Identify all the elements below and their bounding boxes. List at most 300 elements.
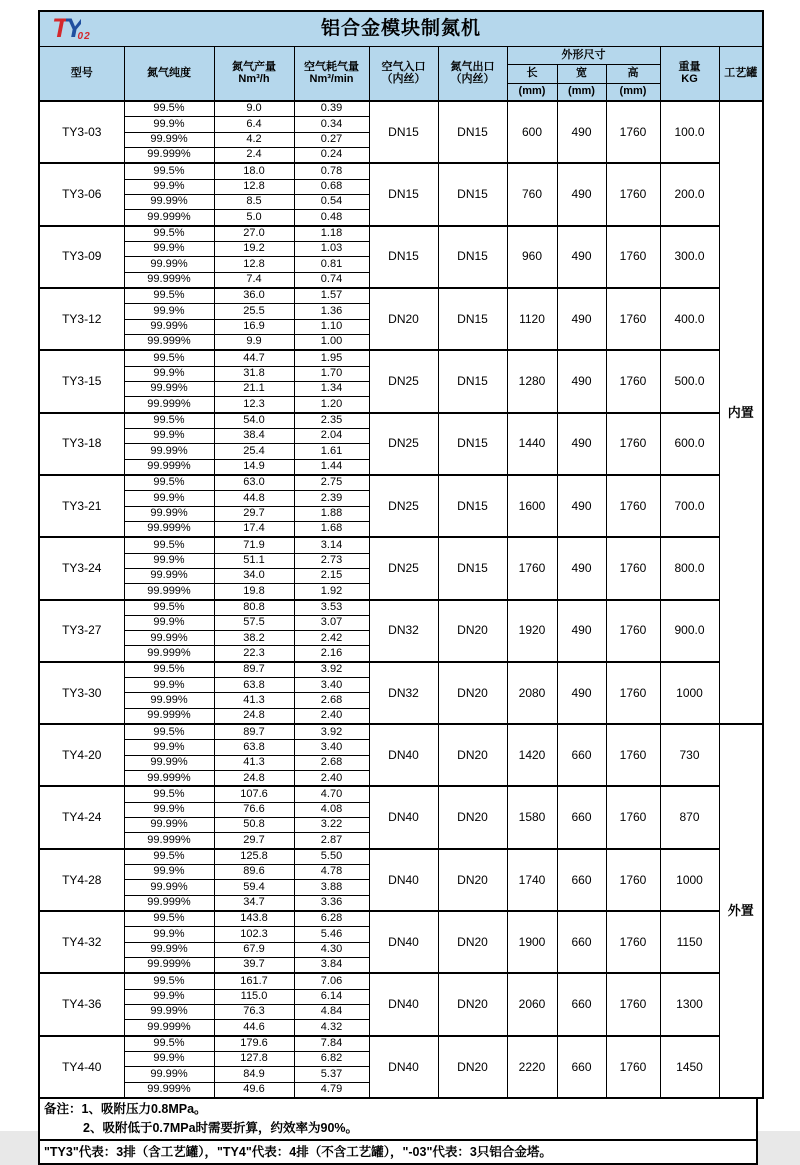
height-cell: 1760 xyxy=(606,849,660,911)
col-header-length: 长 xyxy=(507,65,557,84)
air-consumption-cell: 4.84 xyxy=(294,1005,369,1020)
width-cell: 490 xyxy=(557,350,606,412)
purity-cell: 99.9% xyxy=(124,241,214,256)
height-cell: 1760 xyxy=(606,350,660,412)
logo-ty-mark: TY xyxy=(52,13,81,43)
height-cell: 1760 xyxy=(606,600,660,662)
model-cell: TY4-32 xyxy=(39,911,124,973)
output-cell: 6.4 xyxy=(214,117,294,132)
purity-cell: 99.99% xyxy=(124,568,214,583)
model-cell: TY3-27 xyxy=(39,600,124,662)
width-cell: 660 xyxy=(557,724,606,786)
output-cell: 9.0 xyxy=(214,101,294,117)
height-cell: 1760 xyxy=(606,537,660,599)
length-cell: 1280 xyxy=(507,350,557,412)
data-row xyxy=(39,537,763,553)
model-cell: TY3-24 xyxy=(39,537,124,599)
air-consumption-cell: 4.79 xyxy=(294,1082,369,1098)
air-consumption-cell: 4.32 xyxy=(294,1020,369,1036)
output-cell: 59.4 xyxy=(214,880,294,895)
n2-outlet-cell: DN15 xyxy=(438,163,507,225)
output-cell: 44.6 xyxy=(214,1020,294,1036)
output-cell: 89.7 xyxy=(214,662,294,678)
model-cell: TY3-09 xyxy=(39,226,124,288)
purity-cell: 99.9% xyxy=(124,366,214,381)
output-cell: 18.0 xyxy=(214,163,294,179)
air-consumption-cell: 2.75 xyxy=(294,475,369,491)
spec-table-body xyxy=(39,101,763,1098)
n2-outlet-cell: DN15 xyxy=(438,413,507,475)
weight-cell: 500.0 xyxy=(660,350,719,412)
output-cell: 71.9 xyxy=(214,537,294,553)
purity-cell: 99.999% xyxy=(124,147,214,163)
data-row xyxy=(39,288,763,304)
height-cell: 1760 xyxy=(606,288,660,350)
air-inlet-cell: DN40 xyxy=(369,911,438,973)
col-header-model: 型号 xyxy=(39,47,124,102)
n2-outlet-cell: DN20 xyxy=(438,849,507,911)
output-cell: 29.7 xyxy=(214,833,294,849)
output-cell: 89.7 xyxy=(214,724,294,740)
remarks-box xyxy=(38,1097,758,1141)
purity-cell: 99.99% xyxy=(124,693,214,708)
air-consumption-cell: 3.84 xyxy=(294,958,369,974)
col-header-weight xyxy=(660,47,719,102)
model-cell: TY4-20 xyxy=(39,724,124,786)
col-header-height: 高 xyxy=(606,65,660,84)
purity-cell: 99.9% xyxy=(124,740,214,755)
col-header-air-inlet xyxy=(369,47,438,102)
output-cell: 36.0 xyxy=(214,288,294,304)
length-cell: 2220 xyxy=(507,1036,557,1098)
air-consumption-cell: 1.61 xyxy=(294,444,369,459)
output-cell: 49.6 xyxy=(214,1082,294,1098)
purity-cell: 99.5% xyxy=(124,786,214,802)
output-cell: 80.8 xyxy=(214,600,294,616)
air-consumption-cell: 2.40 xyxy=(294,708,369,724)
air-consumption-cell: 4.78 xyxy=(294,865,369,880)
length-cell: 2060 xyxy=(507,973,557,1035)
output-cell: 25.5 xyxy=(214,304,294,319)
air-consumption-cell: 3.14 xyxy=(294,537,369,553)
output-cell: 24.8 xyxy=(214,771,294,787)
weight-cell: 700.0 xyxy=(660,475,719,537)
air-consumption-cell: 1.95 xyxy=(294,350,369,366)
model-cell: TY3-18 xyxy=(39,413,124,475)
output-cell: 38.4 xyxy=(214,428,294,443)
n2-outlet-cell: DN20 xyxy=(438,911,507,973)
spec-table xyxy=(38,10,764,1099)
air-consumption-cell: 0.68 xyxy=(294,179,369,194)
weight-cell: 900.0 xyxy=(660,600,719,662)
purity-cell: 99.5% xyxy=(124,537,214,553)
model-cell: TY3-06 xyxy=(39,163,124,225)
output-cell: 84.9 xyxy=(214,1067,294,1082)
air-consumption-cell: 1.34 xyxy=(294,381,369,396)
purity-cell: 99.5% xyxy=(124,849,214,865)
purity-cell: 99.99% xyxy=(124,257,214,272)
output-cell: 34.0 xyxy=(214,568,294,583)
remark-line-2: 2、吸附低于0.7MPa时需要折算，约效率为90%。 xyxy=(83,1120,359,1135)
air-consumption-cell: 2.68 xyxy=(294,693,369,708)
air-inlet-cell: DN25 xyxy=(369,537,438,599)
purity-cell: 99.999% xyxy=(124,459,214,475)
n2-outlet-cell: DN15 xyxy=(438,475,507,537)
air-consumption-cell: 0.24 xyxy=(294,147,369,163)
air-inlet-cell: DN25 xyxy=(369,475,438,537)
purity-cell: 99.9% xyxy=(124,553,214,568)
output-cell: 24.8 xyxy=(214,708,294,724)
air-consumption-cell: 1.03 xyxy=(294,241,369,256)
n2-outlet-cell: DN15 xyxy=(438,101,507,163)
output-cell: 7.4 xyxy=(214,272,294,288)
n2-outlet-cell: DN20 xyxy=(438,1036,507,1098)
output-cell: 54.0 xyxy=(214,413,294,429)
weight-cell: 200.0 xyxy=(660,163,719,225)
air-consumption-cell: 2.42 xyxy=(294,631,369,646)
n2-outlet-cell: DN20 xyxy=(438,973,507,1035)
air-consumption-cell: 6.82 xyxy=(294,1052,369,1067)
n2-outlet-cell: DN15 xyxy=(438,537,507,599)
length-cell: 1420 xyxy=(507,724,557,786)
spec-sheet xyxy=(38,10,762,1165)
purity-cell: 99.9% xyxy=(124,865,214,880)
model-cell: TY4-40 xyxy=(39,1036,124,1098)
weight-cell: 100.0 xyxy=(660,101,719,163)
purity-cell: 99.99% xyxy=(124,880,214,895)
purity-cell: 99.99% xyxy=(124,1005,214,1020)
output-cell: 44.8 xyxy=(214,491,294,506)
width-cell: 660 xyxy=(557,1036,606,1098)
air-inlet-cell: DN32 xyxy=(369,600,438,662)
air-consumption-cell: 5.46 xyxy=(294,927,369,942)
height-cell: 1760 xyxy=(606,911,660,973)
air-consumption-cell: 3.36 xyxy=(294,895,369,911)
air-consumption-cell: 3.92 xyxy=(294,662,369,678)
output-cell: 27.0 xyxy=(214,226,294,242)
header-row-1 xyxy=(39,47,763,65)
output-cell: 125.8 xyxy=(214,849,294,865)
purity-cell: 99.999% xyxy=(124,584,214,600)
width-cell: 490 xyxy=(557,226,606,288)
purity-cell: 99.5% xyxy=(124,662,214,678)
weight-cell: 400.0 xyxy=(660,288,719,350)
data-row xyxy=(39,1036,763,1052)
purity-cell: 99.99% xyxy=(124,194,214,209)
height-cell: 1760 xyxy=(606,662,660,724)
output-cell: 57.5 xyxy=(214,615,294,630)
purity-cell: 99.99% xyxy=(124,319,214,334)
purity-cell: 99.5% xyxy=(124,724,214,740)
purity-cell: 99.9% xyxy=(124,1052,214,1067)
air-consumption-cell: 2.68 xyxy=(294,755,369,770)
height-cell: 1760 xyxy=(606,1036,660,1098)
air-consumption-cell: 1.70 xyxy=(294,366,369,381)
weight-cell: 600.0 xyxy=(660,413,719,475)
purity-cell: 99.9% xyxy=(124,802,214,817)
n2-outlet-cell: DN20 xyxy=(438,662,507,724)
purity-cell: 99.99% xyxy=(124,132,214,147)
output-cell: 19.8 xyxy=(214,584,294,600)
air-inlet-cell: DN15 xyxy=(369,101,438,163)
company-logo xyxy=(52,15,91,42)
purity-cell: 99.5% xyxy=(124,911,214,927)
width-cell: 490 xyxy=(557,475,606,537)
air-consumption-cell: 2.35 xyxy=(294,413,369,429)
legend-box: "TY3"代表：3排（含工艺罐），"TY4"代表：4排（不含工艺罐），"-03"代表：3只铝合金塔。 xyxy=(38,1139,758,1165)
height-cell: 1760 xyxy=(606,475,660,537)
model-cell: TY4-36 xyxy=(39,973,124,1035)
output-cell: 31.8 xyxy=(214,366,294,381)
weight-cell: 1300 xyxy=(660,973,719,1035)
air-inlet-cell: DN15 xyxy=(369,163,438,225)
purity-cell: 99.999% xyxy=(124,646,214,662)
air-consumption-cell: 0.54 xyxy=(294,194,369,209)
air-consumption-cell: 0.34 xyxy=(294,117,369,132)
col-header-air-consumption xyxy=(294,47,369,102)
title-row xyxy=(39,11,763,47)
length-cell: 1900 xyxy=(507,911,557,973)
purity-cell: 99.999% xyxy=(124,833,214,849)
model-cell: TY3-03 xyxy=(39,101,124,163)
output-cell: 50.8 xyxy=(214,818,294,833)
col-header-width: 宽 xyxy=(557,65,606,84)
model-cell: TY4-24 xyxy=(39,786,124,848)
length-cell: 1600 xyxy=(507,475,557,537)
height-cell: 1760 xyxy=(606,226,660,288)
n2-outlet-cell: DN15 xyxy=(438,288,507,350)
purity-cell: 99.999% xyxy=(124,958,214,974)
length-cell: 1740 xyxy=(507,849,557,911)
purity-cell: 99.99% xyxy=(124,444,214,459)
air-consumption-cell: 3.92 xyxy=(294,724,369,740)
output-cell: 29.7 xyxy=(214,506,294,521)
purity-cell: 99.9% xyxy=(124,304,214,319)
air-consumption-cell: 0.39 xyxy=(294,101,369,117)
weight-cell: 1450 xyxy=(660,1036,719,1098)
purity-cell: 99.99% xyxy=(124,755,214,770)
air-consumption-cell: 1.36 xyxy=(294,304,369,319)
n2-outlet-cell: DN20 xyxy=(438,600,507,662)
height-cell: 1760 xyxy=(606,786,660,848)
air-inlet-cell: DN15 xyxy=(369,226,438,288)
air-consumption-cell: 4.08 xyxy=(294,802,369,817)
output-cell: 63.8 xyxy=(214,740,294,755)
data-row xyxy=(39,163,763,179)
purity-cell: 99.99% xyxy=(124,942,214,957)
output-cell: 63.0 xyxy=(214,475,294,491)
purity-cell: 99.99% xyxy=(124,381,214,396)
purity-cell: 99.5% xyxy=(124,226,214,242)
air-consumption-cell: 2.15 xyxy=(294,568,369,583)
output-cell: 38.2 xyxy=(214,631,294,646)
col-header-outlet-sub: （内丝） xyxy=(450,72,495,85)
tank-type-cell: 内置 xyxy=(719,101,763,724)
purity-cell: 99.999% xyxy=(124,334,214,350)
logo-02-mark: 02 xyxy=(77,31,91,42)
n2-outlet-cell: DN20 xyxy=(438,724,507,786)
output-cell: 179.6 xyxy=(214,1036,294,1052)
output-cell: 89.6 xyxy=(214,865,294,880)
purity-cell: 99.5% xyxy=(124,475,214,491)
air-consumption-cell: 3.40 xyxy=(294,740,369,755)
output-cell: 22.3 xyxy=(214,646,294,662)
output-cell: 115.0 xyxy=(214,989,294,1004)
purity-cell: 99.5% xyxy=(124,163,214,179)
air-consumption-cell: 3.22 xyxy=(294,818,369,833)
air-consumption-cell: 1.20 xyxy=(294,397,369,413)
col-header-outlet-label: 氮气出口 xyxy=(450,60,495,73)
air-consumption-cell: 1.92 xyxy=(294,584,369,600)
weight-cell: 1000 xyxy=(660,849,719,911)
weight-cell: 800.0 xyxy=(660,537,719,599)
weight-cell: 1000 xyxy=(660,662,719,724)
air-consumption-cell: 0.74 xyxy=(294,272,369,288)
output-cell: 8.5 xyxy=(214,194,294,209)
purity-cell: 99.9% xyxy=(124,615,214,630)
output-cell: 16.9 xyxy=(214,319,294,334)
length-cell: 2080 xyxy=(507,662,557,724)
air-consumption-cell: 1.44 xyxy=(294,459,369,475)
purity-cell: 99.5% xyxy=(124,973,214,989)
length-cell: 1440 xyxy=(507,413,557,475)
output-cell: 12.8 xyxy=(214,179,294,194)
col-header-air-unit: Nm³/min xyxy=(309,72,354,85)
output-cell: 17.4 xyxy=(214,521,294,537)
output-cell: 44.7 xyxy=(214,350,294,366)
output-cell: 12.8 xyxy=(214,257,294,272)
air-inlet-cell: DN40 xyxy=(369,973,438,1035)
n2-outlet-cell: DN20 xyxy=(438,786,507,848)
air-consumption-cell: 2.73 xyxy=(294,553,369,568)
length-cell: 960 xyxy=(507,226,557,288)
col-header-output-label: 氮气产量 xyxy=(232,60,276,73)
height-cell: 1760 xyxy=(606,413,660,475)
air-consumption-cell: 2.39 xyxy=(294,491,369,506)
air-consumption-cell: 6.28 xyxy=(294,911,369,927)
purity-cell: 99.99% xyxy=(124,631,214,646)
purity-cell: 99.5% xyxy=(124,350,214,366)
purity-cell: 99.5% xyxy=(124,600,214,616)
air-consumption-cell: 1.88 xyxy=(294,506,369,521)
purity-cell: 99.999% xyxy=(124,895,214,911)
data-row xyxy=(39,600,763,616)
length-cell: 1120 xyxy=(507,288,557,350)
purity-cell: 99.5% xyxy=(124,413,214,429)
purity-cell: 99.99% xyxy=(124,1067,214,1082)
col-header-dimensions: 外形尺寸 xyxy=(507,47,660,65)
air-inlet-cell: DN40 xyxy=(369,1036,438,1098)
output-cell: 25.4 xyxy=(214,444,294,459)
air-consumption-cell: 1.10 xyxy=(294,319,369,334)
length-cell: 1580 xyxy=(507,786,557,848)
page-title: 铝合金模块制氮机 xyxy=(321,18,482,40)
remark-line-1: 备注：1、吸附压力0.8MPa。 xyxy=(44,1102,207,1116)
purity-cell: 99.99% xyxy=(124,506,214,521)
data-row xyxy=(39,413,763,429)
air-consumption-cell: 4.70 xyxy=(294,786,369,802)
air-consumption-cell: 5.50 xyxy=(294,849,369,865)
height-cell: 1760 xyxy=(606,163,660,225)
width-cell: 490 xyxy=(557,537,606,599)
output-cell: 34.7 xyxy=(214,895,294,911)
air-consumption-cell: 2.16 xyxy=(294,646,369,662)
air-consumption-cell: 3.53 xyxy=(294,600,369,616)
length-cell: 1760 xyxy=(507,537,557,599)
height-cell: 1760 xyxy=(606,101,660,163)
air-inlet-cell: DN40 xyxy=(369,849,438,911)
purity-cell: 99.999% xyxy=(124,1020,214,1036)
output-cell: 12.3 xyxy=(214,397,294,413)
col-header-output xyxy=(214,47,294,102)
air-consumption-cell: 1.68 xyxy=(294,521,369,537)
weight-cell: 730 xyxy=(660,724,719,786)
purity-cell: 99.999% xyxy=(124,521,214,537)
purity-cell: 99.999% xyxy=(124,210,214,226)
output-cell: 143.8 xyxy=(214,911,294,927)
data-row xyxy=(39,226,763,242)
purity-cell: 99.9% xyxy=(124,491,214,506)
air-consumption-cell: 1.57 xyxy=(294,288,369,304)
col-header-air-label: 空气耗气量 xyxy=(304,60,359,73)
air-inlet-cell: DN25 xyxy=(369,413,438,475)
n2-outlet-cell: DN15 xyxy=(438,350,507,412)
title-bar xyxy=(39,11,763,47)
width-cell: 660 xyxy=(557,973,606,1035)
air-inlet-cell: DN40 xyxy=(369,786,438,848)
air-consumption-cell: 2.87 xyxy=(294,833,369,849)
height-cell: 1760 xyxy=(606,973,660,1035)
output-cell: 63.8 xyxy=(214,678,294,693)
output-cell: 76.3 xyxy=(214,1005,294,1020)
width-cell: 660 xyxy=(557,786,606,848)
output-cell: 4.2 xyxy=(214,132,294,147)
purity-cell: 99.9% xyxy=(124,428,214,443)
length-cell: 600 xyxy=(507,101,557,163)
purity-cell: 99.99% xyxy=(124,818,214,833)
data-row xyxy=(39,911,763,927)
air-consumption-cell: 0.81 xyxy=(294,257,369,272)
air-consumption-cell: 2.04 xyxy=(294,428,369,443)
output-cell: 21.1 xyxy=(214,381,294,396)
air-consumption-cell: 3.88 xyxy=(294,880,369,895)
output-cell: 127.8 xyxy=(214,1052,294,1067)
data-row xyxy=(39,350,763,366)
output-cell: 9.9 xyxy=(214,334,294,350)
purity-cell: 99.999% xyxy=(124,1082,214,1098)
purity-cell: 99.999% xyxy=(124,272,214,288)
weight-cell: 870 xyxy=(660,786,719,848)
purity-cell: 99.9% xyxy=(124,179,214,194)
output-cell: 39.7 xyxy=(214,958,294,974)
output-cell: 2.4 xyxy=(214,147,294,163)
output-cell: 19.2 xyxy=(214,241,294,256)
col-header-width-mm: (mm) xyxy=(557,84,606,102)
output-cell: 51.1 xyxy=(214,553,294,568)
col-header-inlet-label: 空气入口 xyxy=(381,60,426,73)
weight-cell: 1150 xyxy=(660,911,719,973)
data-row xyxy=(39,101,763,117)
air-inlet-cell: DN20 xyxy=(369,288,438,350)
air-consumption-cell: 0.48 xyxy=(294,210,369,226)
width-cell: 490 xyxy=(557,101,606,163)
col-header-tank: 工艺罐 xyxy=(719,47,763,102)
col-header-weight-unit: KG xyxy=(681,72,698,85)
width-cell: 490 xyxy=(557,163,606,225)
height-cell: 1760 xyxy=(606,724,660,786)
purity-cell: 99.9% xyxy=(124,989,214,1004)
output-cell: 107.6 xyxy=(214,786,294,802)
